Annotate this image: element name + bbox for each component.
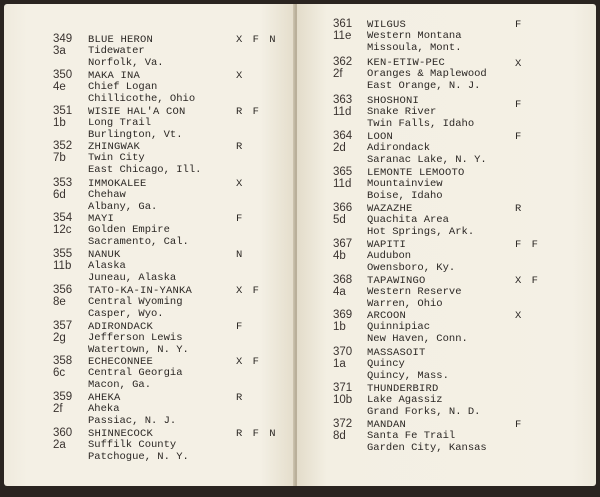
lodge-name: ARCOON [367,310,407,322]
region-code: 2g [53,332,66,344]
lodge-number: 358 [53,355,73,367]
lodge-entry [4,428,295,472]
region-code: 4b [333,250,346,262]
region-code: 1b [53,117,66,129]
city-state: Owensboro, Ky. [367,262,456,274]
region-code: 11e [333,30,352,42]
lodge-name: WAZAZHE [367,203,413,215]
lodge-number: 364 [333,130,353,142]
lodge-name: AHEKA [88,392,121,404]
city-state: Sacramento, Cal. [88,236,189,248]
city-state: Casper, Wyo. [88,308,164,320]
council-name: Central Wyoming [88,296,183,308]
region-code: 11d [333,106,352,118]
council-name: Mountainview [367,178,443,190]
lodge-number: 353 [53,177,73,189]
city-state: New Haven, Conn. [367,333,468,345]
region-code: 2d [333,142,346,154]
council-name: Audubon [367,250,412,262]
city-state: Burlington, Vt. [88,129,183,141]
city-state: Missoula, Mont. [367,42,462,54]
region-code: 1b [333,321,346,333]
council-name: Adirondack [367,142,431,154]
lodge-number: 362 [333,56,353,68]
lodge-name: SHINNECOCK [88,428,154,440]
left-page [4,4,295,486]
region-code: 5d [333,214,346,226]
region-code: 6c [53,367,66,379]
council-name: Suffilk County [88,439,177,451]
lodge-number: 352 [53,140,73,152]
right-page [297,4,596,486]
region-code: 2f [53,403,63,415]
status-flags: F [236,321,245,333]
council-name: Twin City [88,152,145,164]
city-state: Chillicothe, Ohio [88,93,196,105]
status-flags: F [515,419,524,431]
lodge-number: 368 [333,274,353,286]
status-flags: X F [236,285,261,297]
council-name: Santa Fe Trail [367,430,456,442]
council-name: Quachita Area [367,214,449,226]
region-code: 11b [53,260,72,272]
status-flags: F F [515,239,540,251]
lodge-number: 365 [333,166,353,178]
council-name: Chief Logan [88,81,158,93]
region-code: 4e [53,81,66,93]
status-flags: F [515,19,524,31]
status-flags: R F [236,106,261,118]
status-flags: X [236,178,245,190]
city-state: Hot Springs, Ark. [367,226,475,238]
lodge-name: MASSASOIT [367,347,426,359]
lodge-number: 354 [53,212,73,224]
lodge-name: BLUE HERON [88,34,154,46]
lodge-name: LOON [367,131,394,143]
city-state: Warren, Ohio [367,298,443,310]
lodge-number: 371 [333,382,353,394]
lodge-number: 361 [333,18,353,30]
lodge-name: WILGUS [367,19,407,31]
city-state: East Chicago, Ill. [88,164,202,176]
lodge-name: ADIRONDACK [88,321,154,333]
city-state: Passiac, N. J. [88,415,177,427]
status-flags: F [515,131,524,143]
region-code: 8e [53,296,66,308]
lodge-name: IMMOKALEE [88,178,147,190]
city-state: Macon, Ga. [88,379,152,391]
council-name: Quinnipiac [367,321,431,333]
lodge-name: ECHECONNEE [88,356,154,368]
status-flags: F [236,213,245,225]
status-flags: X [515,58,524,70]
lodge-name: MAYI [88,213,115,225]
status-flags: X F N [236,34,278,46]
lodge-number: 370 [333,346,353,358]
lodge-name: KEN-ETIW-PEC [367,57,446,69]
council-name: Quincy [367,358,405,370]
lodge-entry [297,419,596,463]
status-flags: R [515,203,524,215]
lodge-name: ZHINGWAK [88,141,141,153]
lodge-number: 366 [333,202,353,214]
lodge-number: 357 [53,320,73,332]
council-name: Oranges & Maplewood [367,68,487,80]
city-state: Saranac Lake, N. Y. [367,154,487,166]
region-code: 7b [53,152,66,164]
region-code: 1a [333,358,346,370]
city-state: Juneau, Alaska [88,272,177,284]
lodge-number: 367 [333,238,353,250]
status-flags: X F [236,356,261,368]
city-state: Twin Falls, Idaho [367,118,475,130]
lodge-number: 363 [333,94,353,106]
lodge-name: THUNDERBIRD [367,383,439,395]
council-name: Long Trail [88,117,152,129]
status-flags: R [236,392,245,404]
lodge-name: NANUK [88,249,121,261]
council-name: Lake Agassiz [367,394,443,406]
lodge-number: 349 [53,33,73,45]
council-name: Tidewater [88,45,145,57]
council-name: Golden Empire [88,224,170,236]
lodge-number: 356 [53,284,73,296]
lodge-number: 369 [333,309,353,321]
council-name: Alaska [88,260,126,272]
status-flags: R F N [236,428,278,440]
council-name: Jefferson Lewis [88,332,183,344]
lodge-name: TAPAWINGO [367,275,426,287]
region-code: 12c [53,224,72,236]
region-code: 4a [333,286,346,298]
city-state: Quincy, Mass. [367,370,449,382]
region-code: 2a [53,439,66,451]
lodge-name: SHOSHONI [367,95,420,107]
lodge-number: 350 [53,69,73,81]
council-name: Aheka [88,403,120,415]
council-name: Western Montana [367,30,462,42]
status-flags: R [236,141,245,153]
region-code: 3a [53,45,66,57]
lodge-name: WISIE HAL'A CON [88,106,186,118]
city-state: Garden City, Kansas [367,442,487,454]
council-name: Chehaw [88,189,126,201]
lodge-name: WAPITI [367,239,407,251]
region-code: 11d [333,178,352,190]
city-state: Grand Forks, N. D. [367,406,481,418]
status-flags: X F [515,275,540,287]
city-state: East Orange, N. J. [367,80,481,92]
council-name: Western Reserve [367,286,462,298]
city-state: Patchogue, N. Y. [88,451,189,463]
region-code: 2f [333,68,343,80]
city-state: Watertown, N. Y. [88,344,189,356]
status-flags: X [236,70,245,82]
council-name: Central Georgia [88,367,183,379]
lodge-number: 359 [53,391,73,403]
lodge-name: TATO-KA-IN-YANKA [88,285,193,297]
status-flags: F [515,99,524,111]
region-code: 10b [333,394,353,406]
status-flags: N [236,249,245,261]
region-code: 8d [333,430,346,442]
lodge-number: 355 [53,248,73,260]
city-state: Norfolk, Va. [88,57,164,69]
lodge-number: 372 [333,418,353,430]
lodge-number: 360 [53,427,73,439]
region-code: 6d [53,189,66,201]
lodge-name: MAKA INA [88,70,141,82]
city-state: Boise, Idaho [367,190,443,202]
lodge-name: LEMONTE LEMOOTO [367,167,465,179]
city-state: Albany, Ga. [88,201,158,213]
council-name: Snake River [367,106,437,118]
lodge-name: MANDAN [367,419,407,431]
lodge-number: 351 [53,105,73,117]
status-flags: X [515,310,524,322]
